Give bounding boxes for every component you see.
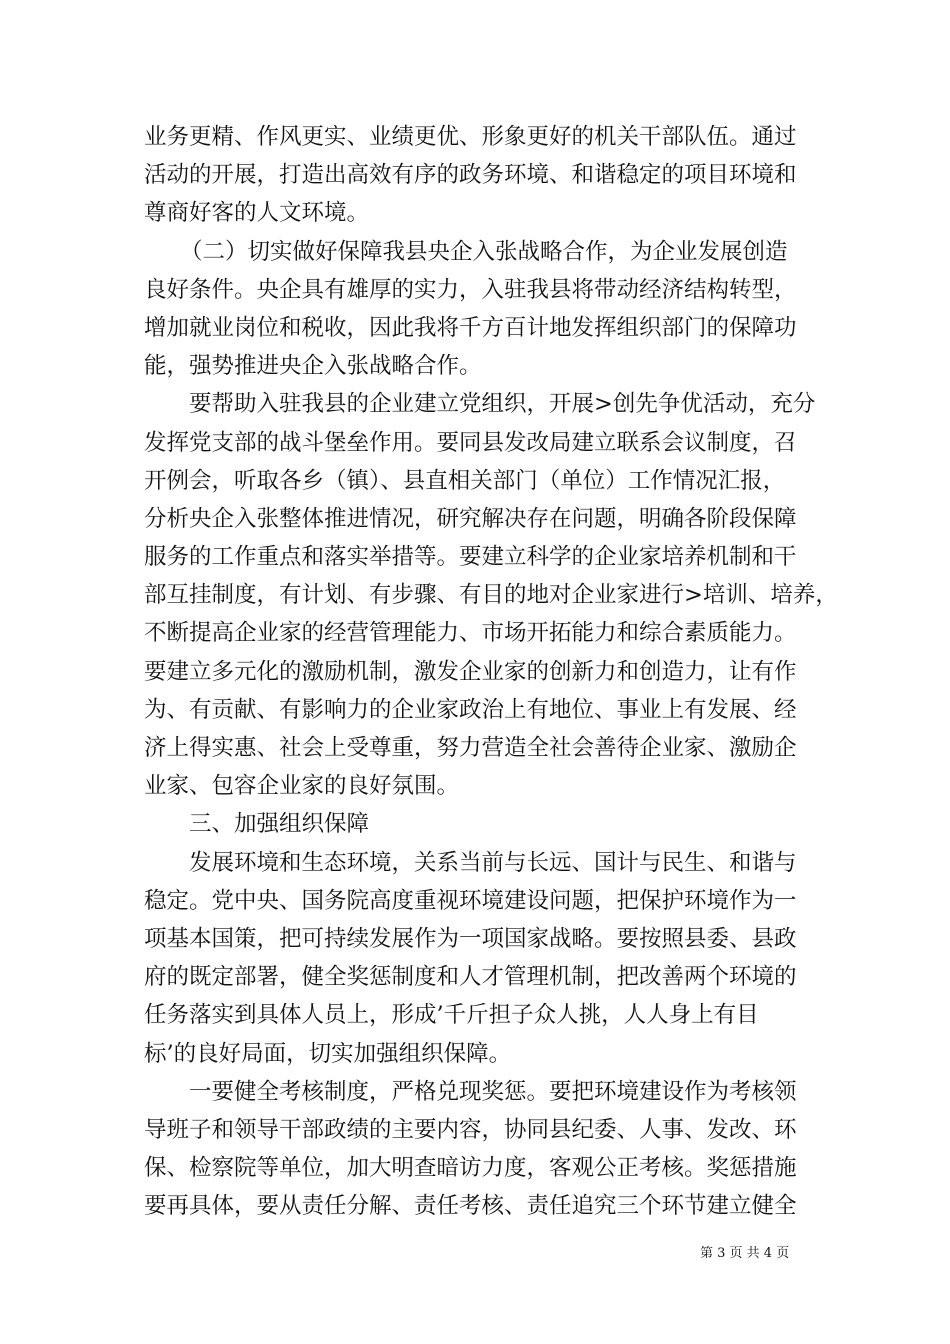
text-line: 增加就业岗位和税收，因此我将千方百计地发挥组织部门的保障功 [144, 314, 797, 341]
text-line: 标’的良好局面，切实加强组织保障。 [144, 1040, 512, 1067]
text-line: 保、检察院等单位，加大明查暗访力度，客观公正考核。奖惩措施 [144, 1155, 797, 1182]
text-line: 要建立多元化的激励机制，激发企业家的创新力和创造力，让有作 [144, 658, 797, 685]
text-line: 良好条件。央企具有雄厚的实力，入驻我县将带动经济结构转型， [144, 276, 797, 303]
text-line: 稳定。党中央、国务院高度重视环境建设问题，把保护环境作为一 [144, 887, 797, 914]
text-line: 活动的开展，打造出高效有序的政务环境、和谐稳定的项目环境和 [144, 162, 797, 189]
document-body [144, 118, 838, 1225]
text-line: 府的既定部署，健全奖惩制度和人才管理机制，把改善两个环境的 [144, 964, 797, 991]
text-line: 部互挂制度，有计划、有步骤、有目的地对企业家进行>培训、培养， [144, 582, 838, 609]
text-line: 任务落实到具体人员上，形成’千斤担子众人挑，人人身上有目 [144, 1002, 759, 1029]
text-line: 要再具体，要从责任分解、责任考核、责任追究三个环节建立健全 [144, 1193, 797, 1220]
text-line: 一要健全考核制度，严格兑现奖惩。要把环境建设作为考核领 [189, 1078, 797, 1105]
text-line: 项基本国策，把可持续发展作为一项国家战略。要按照县委、县政 [144, 925, 797, 952]
text-line: 开例会，听取各乡（镇）、县直相关部门（单位）工作情况汇报， [144, 467, 786, 494]
text-line: 业家、包容企业家的良好氛围。 [144, 773, 460, 800]
text-line: 能，强势推进央企入张战略合作。 [144, 353, 482, 380]
text-line: （二）切实做好保障我县央企入张战略合作，为企业发展创造 [180, 238, 788, 265]
text-line: 导班子和领导干部政绩的主要内容，协同县纪委、人事、发改、环 [144, 1116, 797, 1143]
text-line: 分析央企入张整体推进情况，研究解决存在问题，明确各阶段保障 [144, 505, 797, 532]
text-line: 发展环境和生态环境，关系当前与长远、国计与民生、和谐与 [189, 849, 797, 876]
text-line: 不断提高企业家的经营管理能力、市场开拓能力和综合素质能力。 [144, 620, 797, 647]
text-line: 尊商好客的人文环境。 [144, 200, 370, 227]
text-line: 服务的工作重点和落实举措等。要建立科学的企业家培养机制和干 [144, 544, 797, 571]
page-number-footer: 第 3 页 共 4 页 [700, 1246, 790, 1261]
text-line: 三、加强组织保障 [189, 811, 370, 838]
text-line: 要帮助入驻我县的企业建立党组织，开展>创先争优活动，充分 [189, 391, 816, 418]
text-line: 济上得实惠、社会上受尊重，努力营造全社会善待企业家、激励企 [144, 735, 797, 761]
text-line: 业务更精、作风更实、业绩更优、形象更好的机关干部队伍。通过 [144, 124, 797, 150]
text-line: 发挥党支部的战斗堡垒作用。要同县发改局建立联系会议制度，召 [144, 429, 797, 456]
text-line: 为、有贡献、有影响力的企业家政治上有地位、事业上有发展、经 [144, 696, 797, 723]
